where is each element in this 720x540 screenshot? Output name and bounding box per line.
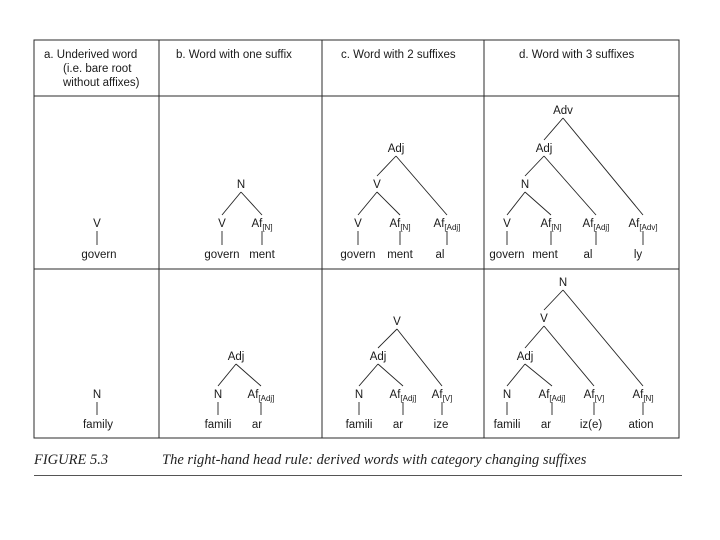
morpheme-d1-w1: govern — [489, 249, 525, 261]
caption-rule — [34, 475, 682, 476]
tree-nodes — [81, 105, 657, 431]
morpheme-c2-w2: ar — [392, 419, 404, 431]
morpheme-d2-w2: ar — [540, 419, 552, 431]
column-header-a: without affixes) — [63, 77, 140, 89]
category-node-b2-Adj: Adj — [227, 351, 245, 363]
table-border — [34, 40, 679, 438]
category-node-d1-Af3: $Af_{[Adv]}$ — [628, 218, 658, 232]
tree-branch-d2 — [544, 326, 594, 386]
column-header-a: (i.e. bare root — [63, 63, 132, 75]
morpheme-d1-w3: al — [583, 249, 593, 261]
category-node-c1-Af2: $Af_{[Adj]}$ — [433, 218, 461, 232]
category-node-d2-Adj: Adj — [516, 351, 534, 363]
category-node-d1-Adv: Adv — [553, 105, 573, 117]
morpheme-b1-w2: ment — [249, 249, 275, 261]
category-node-d2-N2: N — [558, 277, 568, 289]
category-node-d2-Af3: $Af_{[N]}$ — [632, 389, 654, 403]
figure-caption-text: The right-hand head rule: derived words with category changing suffixes — [162, 452, 587, 468]
morpheme-d1-w4: ly — [633, 249, 643, 261]
figure-number: FIGURE 5.3 — [34, 452, 109, 468]
morpheme-d1-w2: ment — [532, 249, 558, 261]
tree-branch-d2 — [544, 290, 563, 310]
category-node-d2-Af1: $Af_{[Adj]}$ — [538, 389, 566, 403]
tree-branch-b1 — [241, 192, 262, 215]
morpheme-c1-w1: govern — [340, 249, 376, 261]
column-headers — [44, 49, 635, 89]
category-node-b2-Af: $Af_{[Adj]}$ — [247, 389, 275, 403]
morpheme-b2-w1: famili — [204, 419, 232, 431]
category-node-c1-Af1: $Af_{[N]}$ — [389, 218, 411, 232]
morpheme-b2-w2: ar — [251, 419, 263, 431]
column-header-a: a. Underived word — [44, 49, 138, 61]
category-node-c2-Af2: $Af_{[V]}$ — [431, 389, 453, 403]
tree-branch-d2 — [507, 364, 525, 386]
tree-branch-d2 — [563, 290, 643, 386]
category-node-d1-Af2: $Af_{[Adj]}$ — [582, 218, 610, 232]
category-node-c1-V: V — [354, 218, 362, 230]
column-header-d: d. Word with 3 suffixes — [519, 49, 635, 61]
tree-branch-c1 — [358, 192, 377, 215]
category-node-b2-N: N — [213, 389, 223, 401]
morpheme-a2-w: family — [82, 419, 114, 431]
tree-branch-c2 — [378, 364, 403, 386]
tree-branch-b2 — [236, 364, 261, 386]
tree-branch-d2 — [525, 326, 544, 348]
tree-branch-c1 — [377, 156, 396, 176]
category-node-c2-Adj: Adj — [369, 351, 387, 363]
morpheme-c2-w3: ize — [433, 419, 449, 431]
tree-branch-c1 — [377, 192, 400, 215]
tree-branch-d1 — [525, 156, 544, 176]
tree-branches — [97, 118, 643, 415]
morpheme-d2-w3: iz(e) — [579, 419, 603, 431]
category-node-c1-Adj: Adj — [387, 143, 405, 155]
tree-branch-c2 — [359, 364, 378, 386]
category-node-d1-Af1: $Af_{[N]}$ — [540, 218, 562, 232]
category-node-c1-V1: V — [373, 179, 381, 191]
tree-branch-c1 — [396, 156, 447, 215]
category-node-a1-V: V — [93, 218, 101, 230]
category-node-c2-V: V — [393, 316, 401, 328]
category-node-d1-Adj: Adj — [535, 143, 553, 155]
category-node-d2-V: V — [540, 313, 548, 325]
column-header-c: c. Word with 2 suffixes — [341, 49, 456, 61]
tree-branch-c2 — [378, 329, 397, 348]
tree-branch-b2 — [218, 364, 236, 386]
column-header-b: b. Word with one suffix — [176, 49, 292, 61]
figure-caption — [34, 452, 684, 469]
tree-branch-d2 — [525, 364, 552, 386]
morpheme-c1-w2: ment — [387, 249, 413, 261]
table-grid — [34, 40, 679, 438]
tree-branch-d1 — [507, 192, 525, 215]
morpheme-a1-w: govern — [81, 249, 117, 261]
category-node-b1-N: N — [236, 179, 246, 191]
category-node-d1-N: N — [520, 179, 530, 191]
category-node-d1-V: V — [503, 218, 511, 230]
tree-branch-d1 — [525, 192, 551, 215]
morpheme-b1-w1: govern — [204, 249, 240, 261]
category-node-c2-N: N — [354, 389, 364, 401]
morpheme-c1-w3: al — [435, 249, 445, 261]
tree-branch-b1 — [222, 192, 241, 215]
category-node-b1-Af: $Af_{[N]}$ — [251, 218, 273, 232]
morpheme-c2-w1: famili — [345, 419, 373, 431]
morpheme-d2-w1: famili — [493, 419, 521, 431]
tree-branch-d1 — [563, 118, 643, 215]
category-node-d2-N: N — [502, 389, 512, 401]
category-node-b1-V: V — [218, 218, 226, 230]
tree-branch-d1 — [544, 118, 563, 140]
tree-branch-c2 — [397, 329, 442, 386]
morpheme-d2-w4: ation — [628, 419, 654, 431]
tree-branch-d1 — [544, 156, 596, 215]
category-node-c2-Af1: $Af_{[Adj]}$ — [389, 389, 417, 403]
category-node-a2-N: N — [92, 389, 102, 401]
category-node-d2-Af2: $Af_{[V]}$ — [583, 389, 605, 403]
